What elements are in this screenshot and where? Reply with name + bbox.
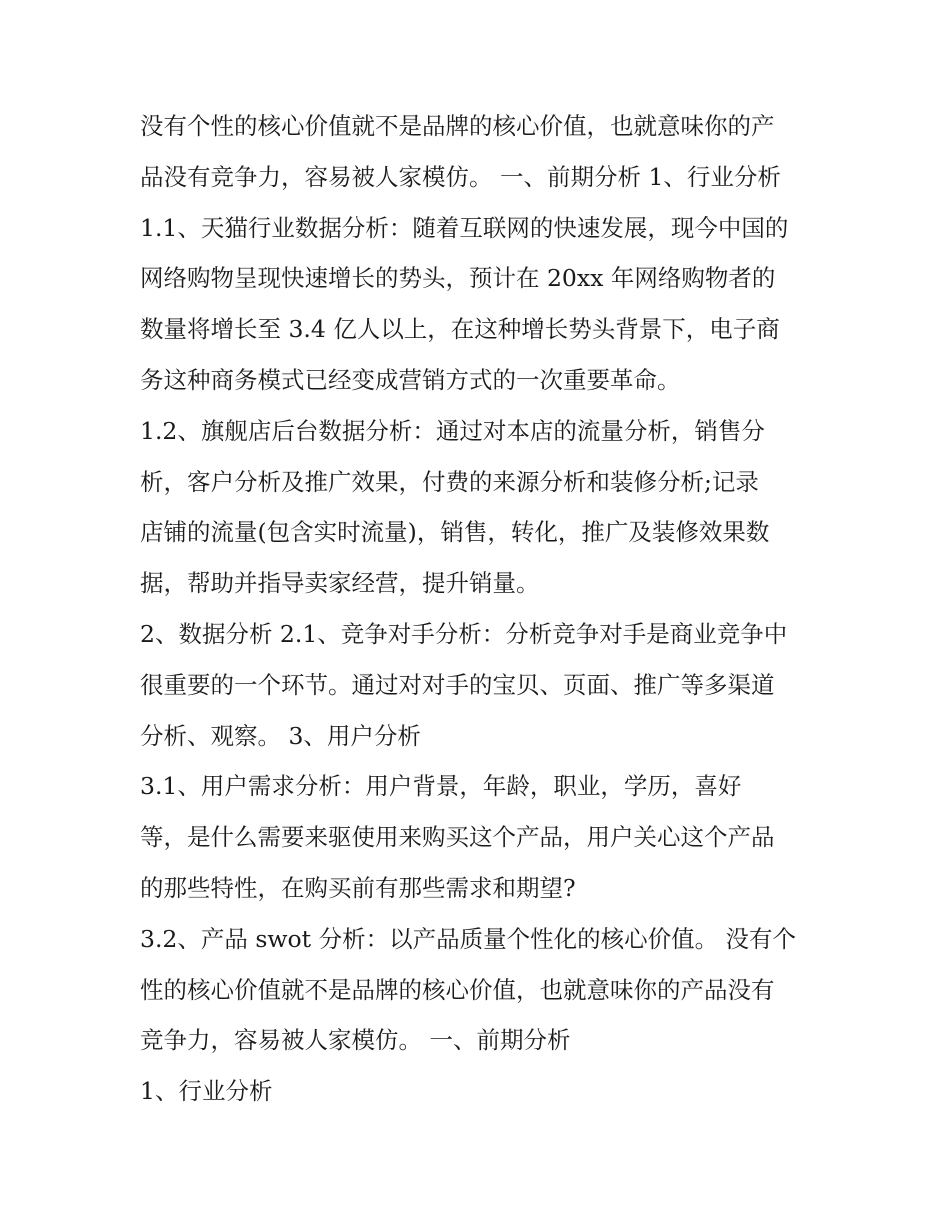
text-line: 竞争力，容易被人家模仿。 一、前期分析 [140,1026,571,1055]
text-line: 很重要的一个环节。通过对对手的宝贝、页面、推广等多渠道 [140,670,775,699]
text-line: 1.2、旗舰店后台数据分析：通过对本店的流量分析，销售分 [140,416,765,445]
text-line: 析，客户分析及推广效果，付费的来源分析和装修分析;记录 [140,467,759,496]
text-line: 没有个性的核心价值就不是品牌的核心价值，也就意味你的产 [140,112,775,140]
text-line: 品没有竞争力，容易被人家模仿。 一、前期分析 1、行业分析 [140,162,781,191]
text-line: 2、数据分析 2.1、竞争对手分析：分析竞争对手是商业竞争中 [140,619,788,648]
text-line: 分析、观察。 3、用户分析 [140,721,421,750]
text-line: 3.1、用户需求分析：用户背景，年龄，职业，学历，喜好 [140,772,742,801]
text-line: 数量将增长至 3.4 亿人以上，在这种增长势头背景下，电子商 [140,315,780,344]
text-line: 网络购物呈现快速增长的势头，预计在 20xx 年网络购物者的 [140,264,776,293]
document-body [140,101,812,1117]
text-line: 务这种商务模式已经变成营销方式的一次重要革命。 [140,365,681,394]
text-line: 1、行业分析 [140,1077,273,1106]
text-line: 1.1、天猫行业数据分析：随着互联网的快速发展，现今中国的 [140,213,789,242]
text-line: 性的核心价值就不是品牌的核心价值，也就意味你的产品没有 [140,975,775,1004]
text-line: 3.2、产品 swot 分析：以产品质量个性化的核心价值。 没有个 [140,924,797,953]
text-line: 店铺的流量(包含实时流量)，销售，转化，推广及装修效果数 [140,518,770,547]
text-line: 等，是什么需要来驱使用来购买这个产品，用户关心这个产品 [140,823,775,852]
text-line: 的那些特性，在购买前有那些需求和期望? [140,873,576,902]
text-line: 据，帮助并指导卖家经营，提升销量。 [140,569,540,598]
